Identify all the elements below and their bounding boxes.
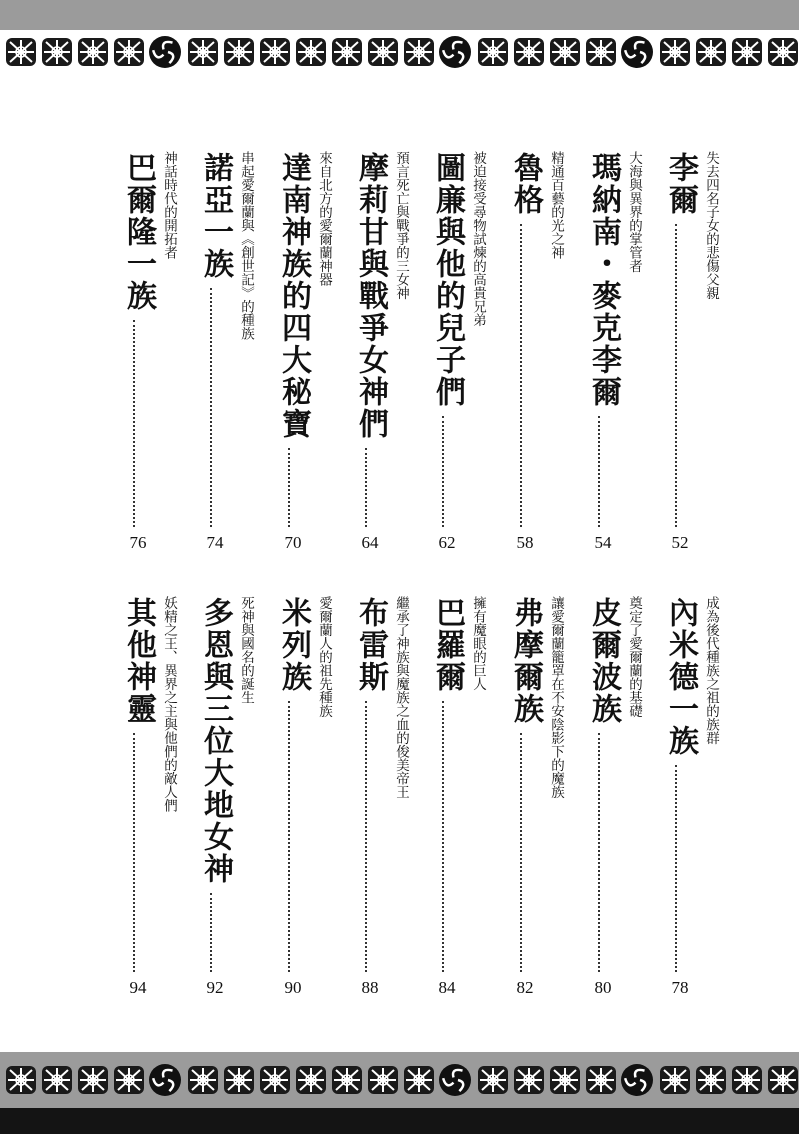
- knot-tile-icon: [296, 1066, 326, 1094]
- page-number[interactable]: 64: [361, 533, 379, 552]
- knot-tile-icon: [332, 1066, 362, 1094]
- toc-entry[interactable]: [427, 152, 507, 552]
- entry-title[interactable]: 多恩與三位大地女神: [198, 597, 233, 885]
- page-number[interactable]: 74: [206, 533, 224, 552]
- page-number[interactable]: 92: [206, 978, 224, 997]
- entry-subtitle: 愛爾蘭人的祖先種族: [316, 596, 332, 718]
- toc-entry[interactable]: [660, 597, 740, 997]
- toc-entry[interactable]: [583, 597, 663, 997]
- toc-entry[interactable]: [350, 597, 430, 997]
- knot-tile-icon: [188, 1066, 218, 1094]
- entry-subtitle: 死神與國名的誕生: [238, 596, 254, 704]
- page-number[interactable]: 62: [438, 533, 456, 552]
- knot-tile-icon: [550, 38, 580, 66]
- entry-title[interactable]: 巴羅爾: [430, 597, 465, 693]
- knot-tile-icon: [696, 38, 726, 66]
- toc-entry[interactable]: [583, 152, 663, 552]
- knot-tile-icon: [114, 1066, 144, 1094]
- entry-title[interactable]: 摩莉甘與戰爭女神們: [353, 152, 388, 440]
- knot-tile-icon: [260, 1066, 290, 1094]
- knot-tile-icon: [42, 38, 72, 66]
- celtic-knot-border-top: [0, 30, 799, 74]
- dotted-leader: [210, 288, 212, 527]
- knot-tile-icon: [42, 1066, 72, 1094]
- entry-title[interactable]: 弗摩爾族: [508, 597, 543, 725]
- toc-entry[interactable]: [273, 597, 353, 997]
- entry-subtitle: 神話時代的開拓者: [161, 151, 177, 259]
- knot-tile-icon: [296, 38, 326, 66]
- toc-entry[interactable]: [195, 152, 275, 552]
- dotted-leader: [675, 224, 677, 527]
- knot-tile-icon: [732, 1066, 762, 1094]
- page-number[interactable]: 80: [594, 978, 612, 997]
- knot-tile-icon: [660, 1066, 690, 1094]
- entry-subtitle: 奠定了愛爾蘭的基礎: [626, 596, 642, 718]
- celtic-knot-border-bottom: [0, 1058, 799, 1102]
- dotted-leader: [288, 448, 290, 527]
- top-gray-band: [0, 0, 799, 30]
- knot-tile-icon: [768, 1066, 798, 1094]
- triskele-icon: [621, 1064, 653, 1096]
- entry-title[interactable]: 米列族: [276, 597, 311, 693]
- knot-tile-icon: [260, 38, 290, 66]
- toc-entry[interactable]: [118, 597, 198, 997]
- triskele-icon: [439, 36, 471, 68]
- entry-subtitle: 失去四名子女的悲傷父親: [703, 151, 719, 300]
- knot-tile-icon: [332, 38, 362, 66]
- entry-subtitle: 妖精之王、異界之主與他們的敵人們: [161, 596, 177, 812]
- knot-tile-icon: [224, 38, 254, 66]
- dotted-leader: [210, 893, 212, 972]
- entry-title[interactable]: 皮爾波族: [586, 597, 621, 725]
- page-number[interactable]: 58: [516, 533, 534, 552]
- knot-tile-icon: [78, 1066, 108, 1094]
- page-number[interactable]: 84: [438, 978, 456, 997]
- dotted-leader: [365, 448, 367, 527]
- entry-title[interactable]: 布雷斯: [353, 597, 388, 693]
- knot-tile-icon: [368, 1066, 398, 1094]
- page-number[interactable]: 76: [129, 533, 147, 552]
- knot-tile-icon: [514, 1066, 544, 1094]
- knot-tile-icon: [586, 38, 616, 66]
- knot-tile-icon: [768, 38, 798, 66]
- triskele-icon: [149, 36, 181, 68]
- entry-title[interactable]: 瑪納南・麥克李爾: [586, 152, 621, 408]
- entry-subtitle: 被迫接受尋物試煉的高貴兄弟: [470, 151, 486, 327]
- page-number[interactable]: 54: [594, 533, 612, 552]
- knot-tile-icon: [586, 1066, 616, 1094]
- entry-subtitle: 精通百藝的光之神: [548, 151, 564, 259]
- knot-tile-icon: [478, 1066, 508, 1094]
- entry-subtitle: 串起愛爾蘭與《創世記》的種族: [238, 151, 254, 340]
- knot-tile-icon: [6, 1066, 36, 1094]
- entry-subtitle: 讓愛爾蘭籠罩在不安陰影下的魔族: [548, 596, 564, 799]
- page-number[interactable]: 90: [284, 978, 302, 997]
- knot-tile-icon: [550, 1066, 580, 1094]
- toc-entry[interactable]: [118, 152, 198, 552]
- entry-subtitle: 來自北方的愛爾蘭神器: [316, 151, 332, 286]
- entry-subtitle: 繼承了神族與魔族之血的俊美帝王: [393, 596, 409, 799]
- entry-title[interactable]: 達南神族的四大秘寶: [276, 152, 311, 440]
- knot-tile-icon: [188, 38, 218, 66]
- knot-tile-icon: [478, 38, 508, 66]
- dotted-leader: [520, 224, 522, 527]
- dotted-leader: [598, 416, 600, 527]
- page-number[interactable]: 88: [361, 978, 379, 997]
- toc-entry[interactable]: [195, 597, 275, 997]
- toc-entry[interactable]: [427, 597, 507, 997]
- entry-title[interactable]: 魯格: [508, 152, 543, 216]
- knot-tile-icon: [78, 38, 108, 66]
- knot-tile-icon: [224, 1066, 254, 1094]
- page-number[interactable]: 52: [671, 533, 689, 552]
- triskele-icon: [439, 1064, 471, 1096]
- dotted-leader: [520, 733, 522, 972]
- page-number[interactable]: 78: [671, 978, 689, 997]
- toc-entry[interactable]: [660, 152, 740, 552]
- dotted-leader: [442, 701, 444, 972]
- entry-title[interactable]: 其他神靈: [121, 597, 156, 725]
- knot-tile-icon: [404, 1066, 434, 1094]
- page-number[interactable]: 70: [284, 533, 302, 552]
- toc-entry[interactable]: [273, 152, 353, 552]
- entry-title[interactable]: 圖廉與他的兒子們: [430, 152, 465, 408]
- page-number[interactable]: 94: [129, 978, 147, 997]
- dotted-leader: [288, 701, 290, 972]
- entry-subtitle: 預言死亡與戰爭的三女神: [393, 151, 409, 300]
- entry-subtitle: 擁有魔眼的巨人: [470, 596, 486, 691]
- knot-tile-icon: [6, 38, 36, 66]
- dotted-leader: [598, 733, 600, 972]
- knot-tile-icon: [696, 1066, 726, 1094]
- knot-tile-icon: [368, 38, 398, 66]
- bottom-black-band: [0, 1108, 799, 1134]
- dotted-leader: [133, 320, 135, 527]
- dotted-leader: [365, 701, 367, 972]
- dotted-leader: [133, 733, 135, 972]
- dotted-leader: [675, 765, 677, 972]
- entry-title[interactable]: 巴爾隆一族: [121, 152, 156, 312]
- page-number[interactable]: 82: [516, 978, 534, 997]
- knot-tile-icon: [114, 38, 144, 66]
- knot-tile-icon: [660, 38, 690, 66]
- knot-tile-icon: [732, 38, 762, 66]
- triskele-icon: [621, 36, 653, 68]
- knot-tile-icon: [404, 38, 434, 66]
- entry-title[interactable]: 諾亞一族: [198, 152, 233, 280]
- dotted-leader: [442, 416, 444, 527]
- knot-tile-icon: [514, 38, 544, 66]
- entry-subtitle: 成為後代種族之祖的族群: [703, 596, 719, 745]
- entry-title[interactable]: 李爾: [663, 152, 698, 216]
- toc-entry[interactable]: [505, 597, 585, 997]
- entry-subtitle: 大海與異界的掌管者: [626, 151, 642, 273]
- entry-title[interactable]: 內米德一族: [663, 597, 698, 757]
- toc-entry[interactable]: [505, 152, 585, 552]
- toc-entry[interactable]: [350, 152, 430, 552]
- triskele-icon: [149, 1064, 181, 1096]
